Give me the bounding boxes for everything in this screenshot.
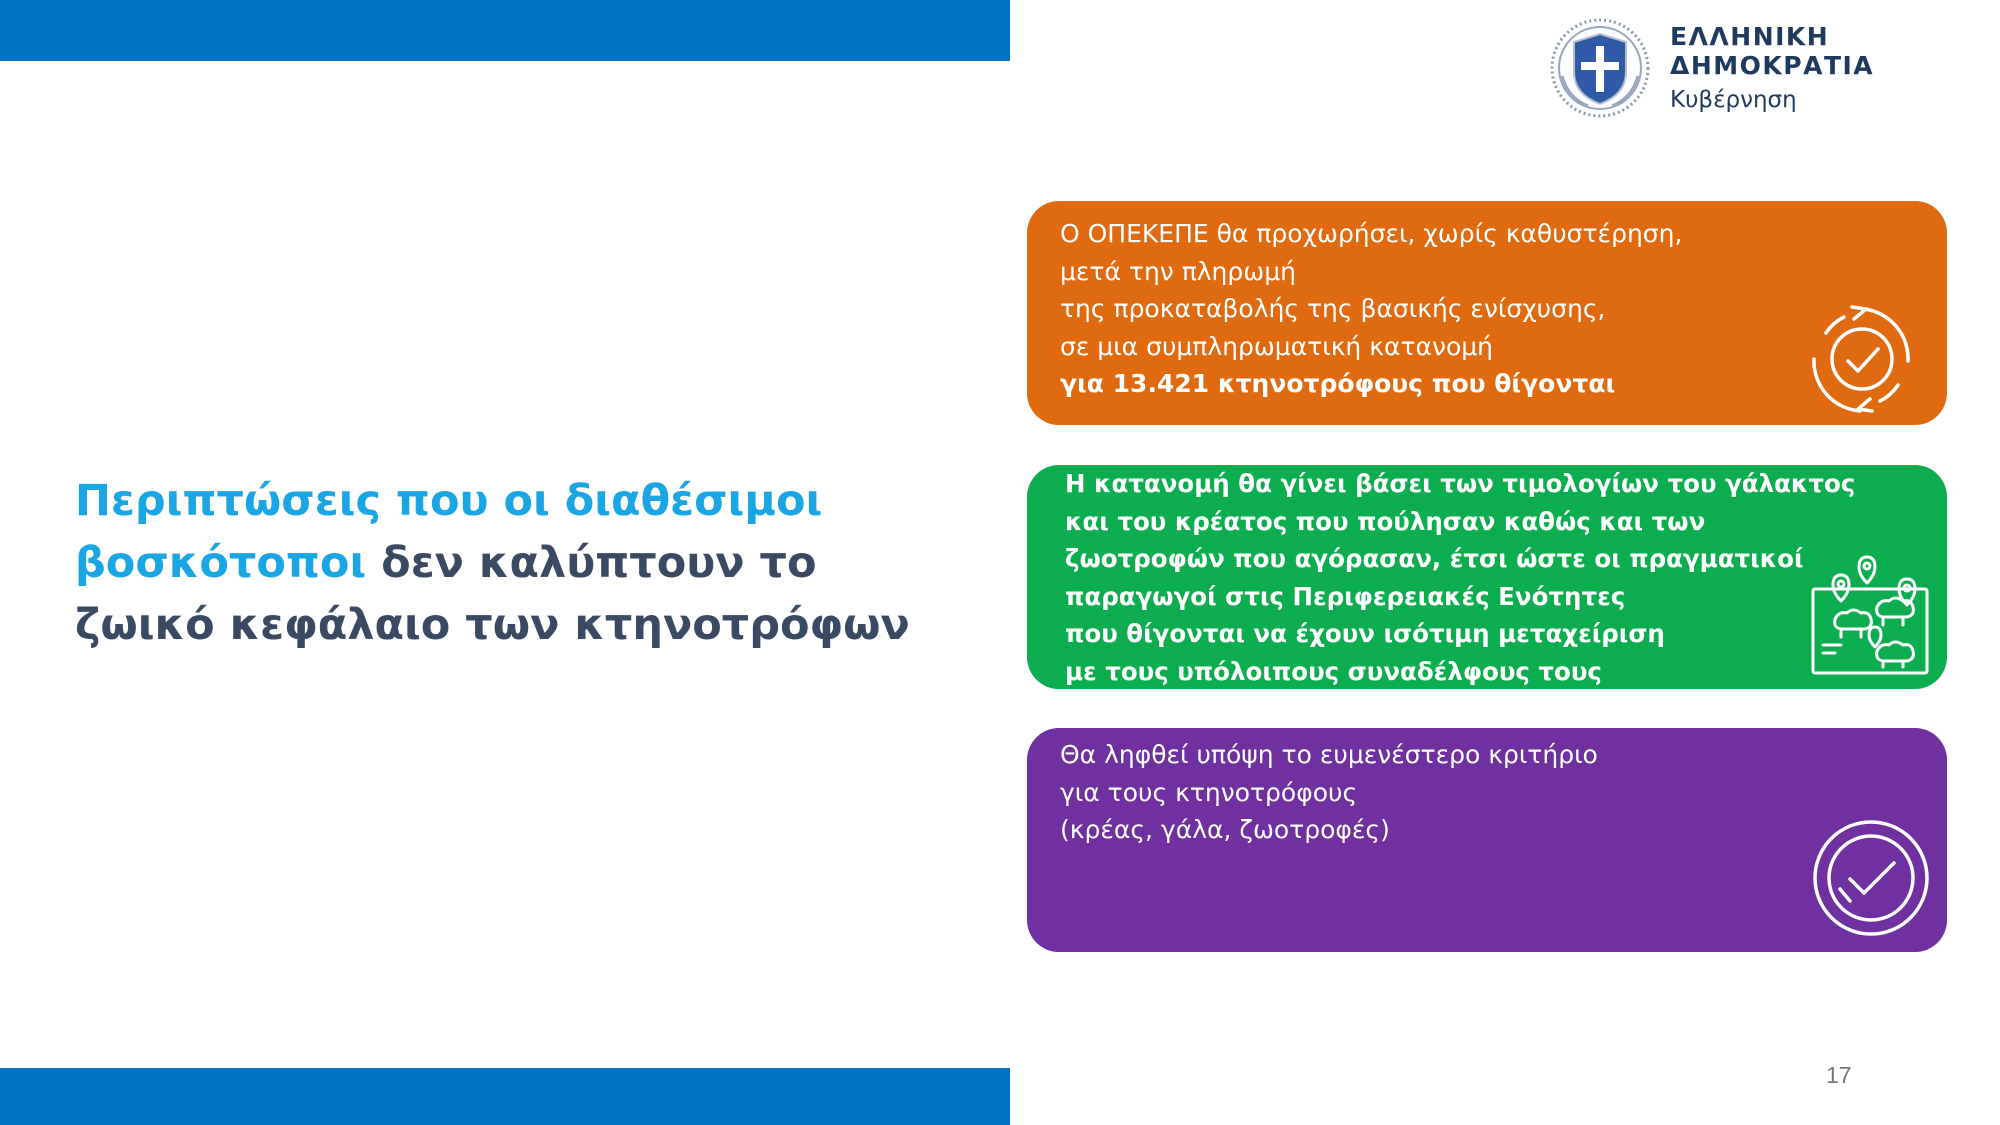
slide-heading [75,470,975,656]
card-text [1060,215,1797,403]
card-line: της προκαταβολής της βασικής ενίσχυσης, [1060,294,1606,323]
card-line: Η κατανομή θα γίνει βάσει των τιμολογίων του γάλακτος [1065,469,1856,498]
card-line: και του κρέατος που πούλησαν καθώς και των [1065,506,1706,536]
bottom-accent-band [0,1068,1010,1125]
page-number: 17 [1826,1062,1852,1088]
card-line: παραγωγοί στις Περιφερειακές Ενότητες [1065,581,1626,611]
heading-text-2: δεν καλύπτουν το [366,538,817,588]
heading-highlight-2: βοσκότοποι [75,538,367,588]
government-logo [1548,16,1998,120]
card-line [1065,615,1847,653]
card-text [1060,736,1797,849]
heading-line-1 [75,470,975,532]
heading-line-2 [75,532,975,594]
greek-coat-of-arms-icon [1548,16,1652,120]
card-line-emphasis: για 13.421 κτηνοτρόφους που θίγονται [1060,369,1616,398]
circle-check-icon [1810,817,1932,939]
card-line: Ο ΟΠΕΚΕΠΕ θα προχωρήσει, χωρίς καθυστέρηση, [1060,219,1683,248]
card-line: ζωοτροφών που αγόρασαν, έτσι ώστε οι πραγματικοί [1065,544,1804,573]
logo-subtitle: Κυβέρνηση [1670,86,1797,113]
card-line: Θα ληφθεί υπόψη το ευμενέστερο κριτήριο [1060,740,1598,769]
info-card-supplementary-allocation [1027,201,1947,425]
heading-text-3: ζωικό κεφάλαιο των κτηνοτρόφων [75,600,910,650]
logo-title: ΕΛΛΗΝΙΚΗ ΔΗΜΟΚΡΑΤΙΑ [1670,22,1875,80]
card-line: μετά την πληρωμή [1060,256,1296,286]
top-accent-band [0,0,1010,61]
card-line-emphasis: με τους υπόλοιπους συναδέλφους τους [1065,656,1602,686]
card-line-part: που θίγονται να έχουν [1065,619,1384,648]
info-card-allocation-criteria [1027,465,1947,689]
card-line-emphasis-part: ισότιμη μεταχείριση [1383,619,1665,648]
heading-line-3 [75,594,975,656]
heading-highlight-1: Περιπτώσεις που οι διαθέσιμοι [75,476,823,526]
card-text [1065,465,1856,690]
card-line: (κρέας, γάλα, ζωοτροφές) [1060,815,1390,844]
refresh-check-icon [1804,299,1920,419]
card-line: σε μια συμπληρωματική κατανομή [1060,331,1493,361]
info-card-favorable-criterion [1027,728,1947,952]
card-line: για τους κτηνοτρόφους [1060,777,1358,807]
livestock-map-board-icon [1807,549,1932,679]
